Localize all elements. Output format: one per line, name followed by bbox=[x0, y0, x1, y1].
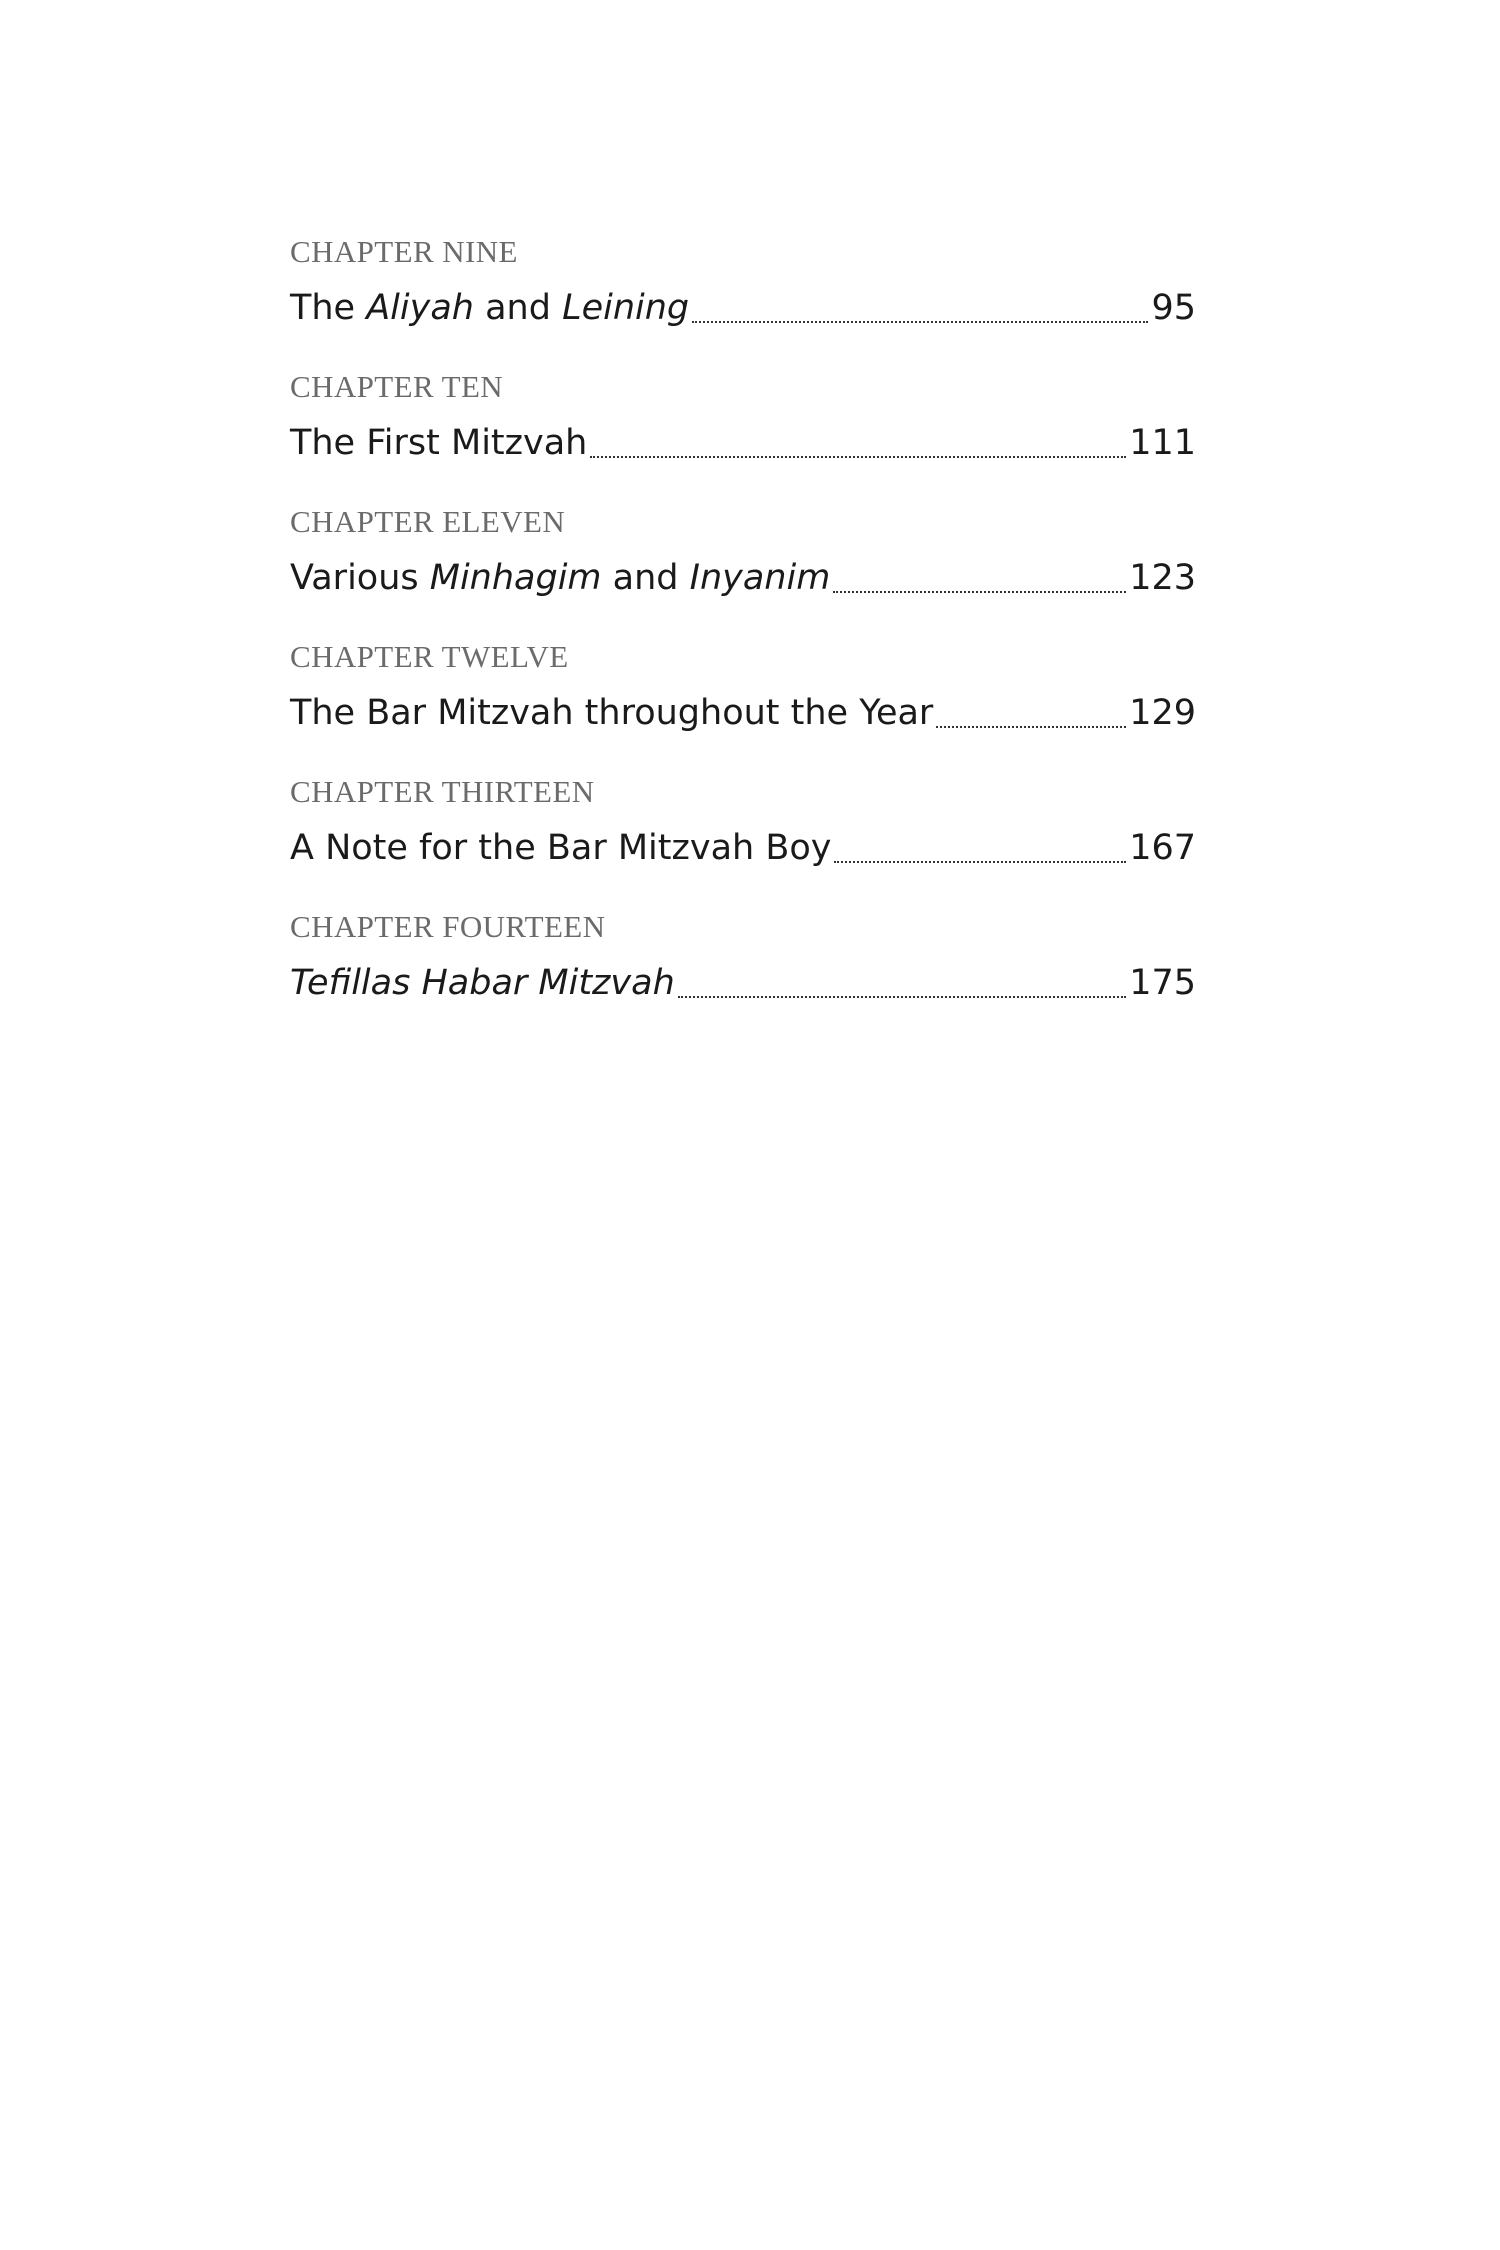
title-segment: The First Mitzvah bbox=[290, 423, 588, 463]
toc-line[interactable] bbox=[290, 285, 1196, 331]
title-segment-italic: Leining bbox=[562, 288, 690, 328]
title-segment: Various bbox=[290, 558, 430, 598]
page-number: 129 bbox=[1129, 693, 1196, 733]
title-segment: and bbox=[473, 288, 563, 328]
chapter-title bbox=[290, 555, 830, 601]
chapter-title bbox=[290, 285, 689, 331]
dot-leader bbox=[833, 591, 1126, 593]
toc-entry bbox=[290, 772, 1196, 907]
chapter-title bbox=[290, 690, 933, 736]
dot-leader bbox=[590, 456, 1126, 458]
toc-entry bbox=[290, 232, 1196, 367]
chapter-label: CHAPTER THIRTEEN bbox=[290, 774, 595, 809]
chapter-title bbox=[290, 960, 675, 1006]
toc-line[interactable] bbox=[290, 420, 1196, 466]
chapter-label: CHAPTER FOURTEEN bbox=[290, 909, 606, 944]
title-segment-italic: Aliyah bbox=[366, 288, 474, 328]
page-number: 95 bbox=[1151, 288, 1196, 328]
chapter-label: CHAPTER ELEVEN bbox=[290, 504, 566, 539]
toc-entry bbox=[290, 907, 1196, 1042]
toc-line[interactable] bbox=[290, 690, 1196, 736]
dot-leader bbox=[692, 321, 1148, 323]
title-segment-italic: Tefillas Habar Mitzvah bbox=[290, 963, 675, 1003]
title-segment-italic: Minhagim bbox=[429, 558, 602, 598]
toc-entry bbox=[290, 502, 1196, 637]
title-segment: A Note for the Bar Mitzvah Boy bbox=[290, 828, 832, 868]
toc-entry bbox=[290, 367, 1196, 502]
toc-line[interactable] bbox=[290, 825, 1196, 871]
toc-line[interactable] bbox=[290, 555, 1196, 601]
dot-leader bbox=[936, 726, 1126, 728]
chapter-label: CHAPTER NINE bbox=[290, 234, 518, 269]
page-number: 167 bbox=[1129, 828, 1196, 868]
title-segment: and bbox=[601, 558, 690, 598]
chapter-title bbox=[290, 420, 587, 466]
chapter-label: CHAPTER TWELVE bbox=[290, 639, 569, 674]
toc-entry bbox=[290, 637, 1196, 772]
page-number: 111 bbox=[1129, 423, 1196, 463]
chapter-label: CHAPTER TEN bbox=[290, 369, 504, 404]
title-segment: The bbox=[290, 288, 367, 328]
dot-leader bbox=[834, 861, 1126, 863]
chapter-title bbox=[290, 825, 831, 871]
dot-leader bbox=[678, 996, 1126, 998]
title-segment: The Bar Mitzvah throughout the Year bbox=[290, 693, 934, 733]
table-of-contents bbox=[290, 232, 1196, 1042]
page-number: 175 bbox=[1129, 963, 1196, 1003]
page-number: 123 bbox=[1129, 558, 1196, 598]
title-segment-italic: Inyanim bbox=[689, 558, 831, 598]
toc-line[interactable] bbox=[290, 960, 1196, 1006]
